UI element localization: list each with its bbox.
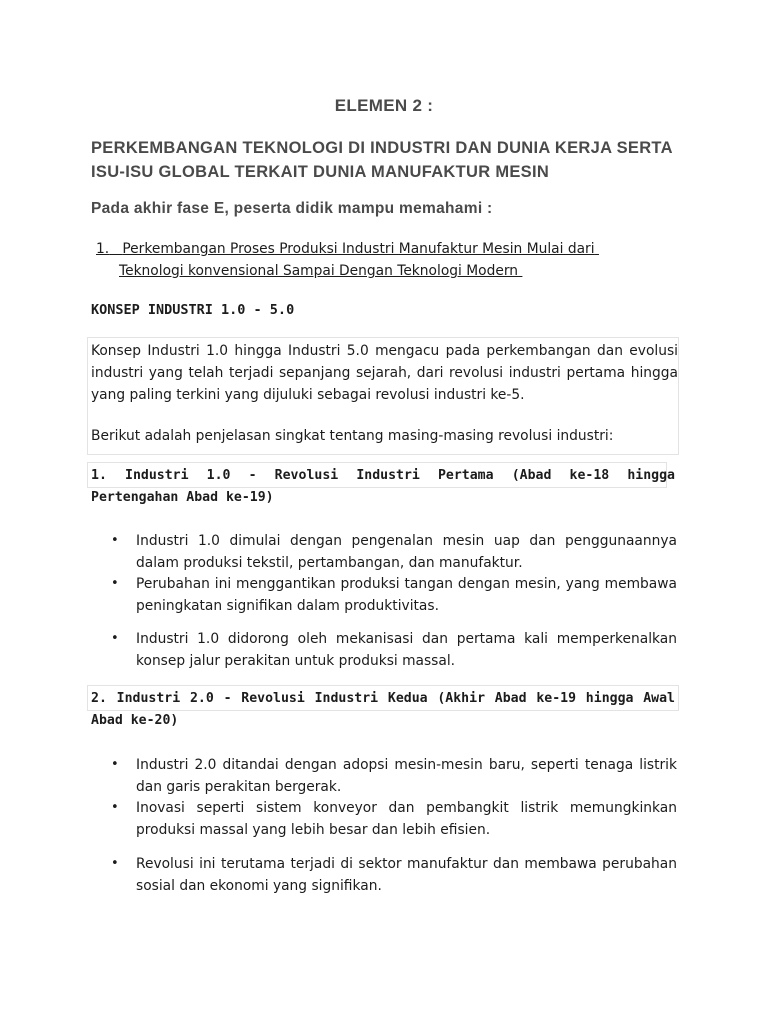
list-item-text: Industri 2.0 ditandai dengan adopsi mesin-mesin baru, seperti tenaga listrik dan garis perakitan bergerak. <box>136 757 677 795</box>
bullet-icon: • <box>111 576 119 591</box>
list-item-text: Inovasi seperti sistem konveyor dan pembangkit listrik memungkinkan produksi massal yang lebih besar dan lebih efisien. <box>136 800 677 838</box>
bullet-icon: • <box>111 856 119 871</box>
list-item-text: Industri 1.0 didorong oleh mekanisasi dan pertama kali memperkenalkan konsep jalur perakitan untuk produksi massal. <box>136 631 677 669</box>
list-item <box>111 530 677 574</box>
intro-followup: Berikut adalah penjelasan singkat tentang masing-masing revolusi industri: <box>91 428 614 444</box>
numbered-item-text-2: Teknologi konvensional Sampai Dengan Teknologi Modern <box>119 263 519 279</box>
numbered-item-text-1: Perkembangan Proses Produksi Industri Manufaktur Mesin Mulai dari <box>122 241 595 257</box>
bullet-icon: • <box>111 533 119 548</box>
list-item <box>111 853 677 897</box>
section-1-heading: 1. Industri 1.0 - Revolusi Industri Pertama (Abad ke-18 hingga Pertengahan Abad ke-19) <box>91 468 675 505</box>
list-item-text: Perubahan ini menggantikan produksi tangan dengan mesin, yang membawa peningkatan signifikan dalam produktivitas. <box>136 576 677 614</box>
list-item-text: Industri 1.0 dimulai dengan pengenalan mesin uap dan penggunaannya dalam produksi tekstil, pertambangan, dan manufaktur. <box>136 533 677 571</box>
section-2-heading: 2. Industri 2.0 - Revolusi Industri Kedua (Akhir Abad ke-19 hingga Awal Abad ke-20) <box>91 691 675 728</box>
list-item <box>111 628 677 672</box>
bullet-icon: • <box>111 757 119 772</box>
subtitle: Pada akhir fase E, peserta didik mampu memahami : <box>91 200 493 217</box>
numbered-item-number: 1. <box>96 241 110 257</box>
bullet-icon: • <box>111 800 119 815</box>
numbered-item <box>96 238 626 282</box>
bullet-icon: • <box>111 631 119 646</box>
main-title: PERKEMBANGAN TEKNOLOGI DI INDUSTRI DAN DUNIA KERJA SERTA ISU-ISU GLOBAL TERKAIT DUNIA MANUFAKTUR MESIN <box>91 139 673 181</box>
numbered-item-line-2 <box>96 260 626 282</box>
list-item-text: Revolusi ini terutama terjadi di sektor manufaktur dan membawa perubahan sosial dan ekonomi yang signifikan. <box>136 856 677 894</box>
list-item <box>111 573 677 617</box>
element-title: ELEMEN 2 : <box>334 96 434 115</box>
list-item <box>111 797 677 841</box>
intro-paragraph: Konsep Industri 1.0 hingga Industri 5.0 mengacu pada perkembangan dan evolusi industri yang telah terjadi sepanjang sejarah, dari revolusi industri pertama hingga yang paling terkini yang dijuluki sebagai revolusi industri ke-5. <box>91 343 678 403</box>
numbered-item-line-1 <box>96 238 626 260</box>
list-item <box>111 754 677 798</box>
konsep-title: KONSEP INDUSTRI 1.0 - 5.0 <box>91 302 295 318</box>
